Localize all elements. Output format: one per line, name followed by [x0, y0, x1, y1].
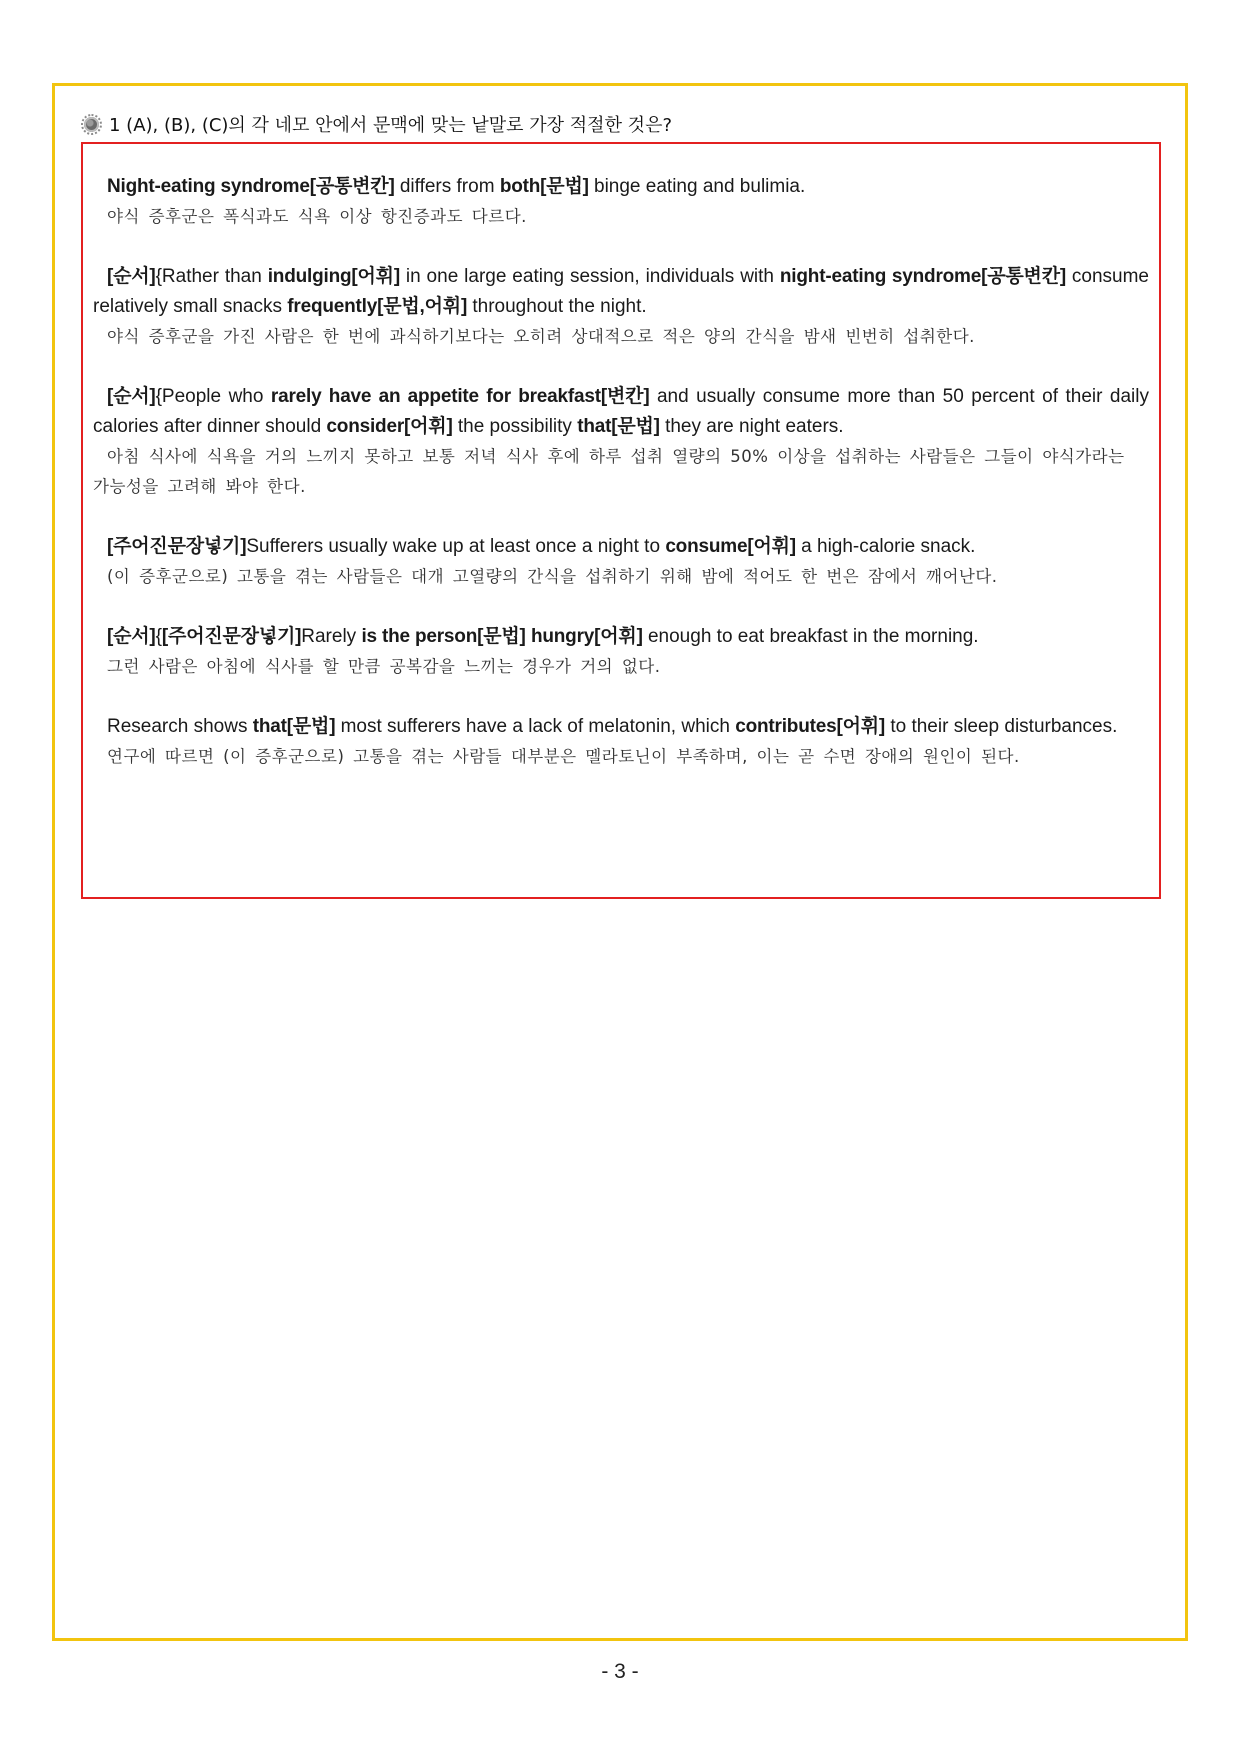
- sentence-block: [93, 382, 1149, 502]
- text-segment: a high-calorie snack.: [795, 536, 976, 557]
- text-segment: to their sleep disturbances.: [885, 716, 1118, 737]
- sentence-block: [93, 172, 1149, 232]
- bold-segment: rarely have an appetite for breakfast[변칸]: [270, 386, 650, 407]
- text-segment: differs from: [394, 176, 500, 197]
- korean-translation: 그런 사람은 아침에 식사를 할 만큼 공복감을 느끼는 경우가 거의 없다.: [107, 657, 661, 676]
- bold-segment: [주어진문장넣기]: [107, 536, 247, 557]
- bold-segment: consume[어휘]: [665, 536, 796, 557]
- english-sentence: [93, 382, 1149, 442]
- text-segment: consume relatively small snacks: [93, 266, 1149, 317]
- english-sentence: [93, 712, 1149, 742]
- bold-segment: [주어진문장넣기]: [161, 626, 302, 647]
- text-segment: in one large eating session, individuals with: [399, 266, 780, 287]
- text-segment: {Rather than: [155, 266, 268, 287]
- bold-segment: that[문법]: [577, 416, 660, 437]
- sentence-block: [93, 622, 1149, 682]
- bold-segment: frequently[문법,어휘]: [287, 296, 468, 317]
- text-segment: {: [155, 626, 162, 647]
- sentence-block: [93, 532, 1149, 592]
- english-sentence: [93, 262, 1149, 322]
- sentence-list: [93, 172, 1149, 772]
- bold-segment: indulging[어휘]: [267, 266, 400, 287]
- sentence-block: [93, 262, 1149, 352]
- bold-segment: both[문법]: [499, 176, 589, 197]
- korean-translation: 아침 식사에 식욕을 거의 느끼지 못하고 보통 저녁 식사 후에 하루 섭취 열량의 50% 이상을 섭취하는 사람들은 그들이 야식가라는 가능성을 고려해 봐야 한다.: [93, 447, 1125, 496]
- sentence-block: [93, 712, 1149, 772]
- bold-segment: night-eating syndrome[공통변칸]: [779, 266, 1066, 287]
- text-segment: most sufferers have a lack of melatonin, which: [335, 716, 736, 737]
- korean-translation: (이 증후군으로) 고통을 겪는 사람들은 대개 고열량의 간식을 섭취하기 위해 밤에 적어도 한 번은 잠에서 깨어난다.: [107, 567, 998, 586]
- text-segment: Sufferers usually wake up at least once a night to: [246, 536, 666, 557]
- korean-translation: 연구에 따르면 (이 증후군으로) 고통을 겪는 사람들 대부분은 멜라토닌이 부족하며, 이는 곧 수면 장애의 원인이 된다.: [107, 747, 1020, 766]
- bullet-icon: [84, 117, 99, 132]
- passage-box: [81, 142, 1161, 899]
- text-segment: Research shows: [107, 716, 253, 737]
- page-number: - 3 -: [601, 1660, 639, 1683]
- bold-segment: contributes[어휘]: [735, 716, 886, 737]
- bold-segment: hungry[어휘]: [530, 626, 643, 647]
- question-text: 1 (A), (B), (C)의 각 네모 안에서 문맥에 맞는 낱말로 가장 적절한 것은?: [109, 115, 673, 136]
- text-segment: they are night eaters.: [659, 416, 844, 437]
- bold-segment: that[문법]: [252, 716, 336, 737]
- english-sentence: [93, 172, 1149, 202]
- text-segment: throughout the night.: [467, 296, 647, 317]
- english-sentence: [93, 622, 1149, 652]
- bold-segment: [순서]: [107, 626, 156, 647]
- text-segment: the possibility: [452, 416, 578, 437]
- text-segment: Rarely: [301, 626, 362, 647]
- english-sentence: [93, 532, 1149, 562]
- bold-segment: Night-eating syndrome[공통변칸]: [107, 176, 395, 197]
- bold-segment: consider[어휘]: [326, 416, 453, 437]
- korean-translation: 야식 증후군을 가진 사람은 한 번에 과식하기보다는 오히려 상대적으로 적은 양의 간식을 밤새 빈번히 섭취한다.: [107, 327, 975, 346]
- bold-segment: is the person[문법]: [361, 626, 526, 647]
- text-segment: {People who: [155, 386, 271, 407]
- text-segment: enough to eat breakfast in the morning.: [642, 626, 979, 647]
- korean-translation: 야식 증후군은 폭식과도 식욕 이상 항진증과도 다르다.: [107, 207, 527, 226]
- text-segment: binge eating and bulimia.: [588, 176, 806, 197]
- bold-segment: [순서]: [107, 386, 156, 407]
- bold-segment: [순서]: [107, 266, 156, 287]
- question-header: [84, 110, 672, 138]
- text-segment: and usually consume more than 50 percent of their daily calories after dinner should: [93, 386, 1150, 437]
